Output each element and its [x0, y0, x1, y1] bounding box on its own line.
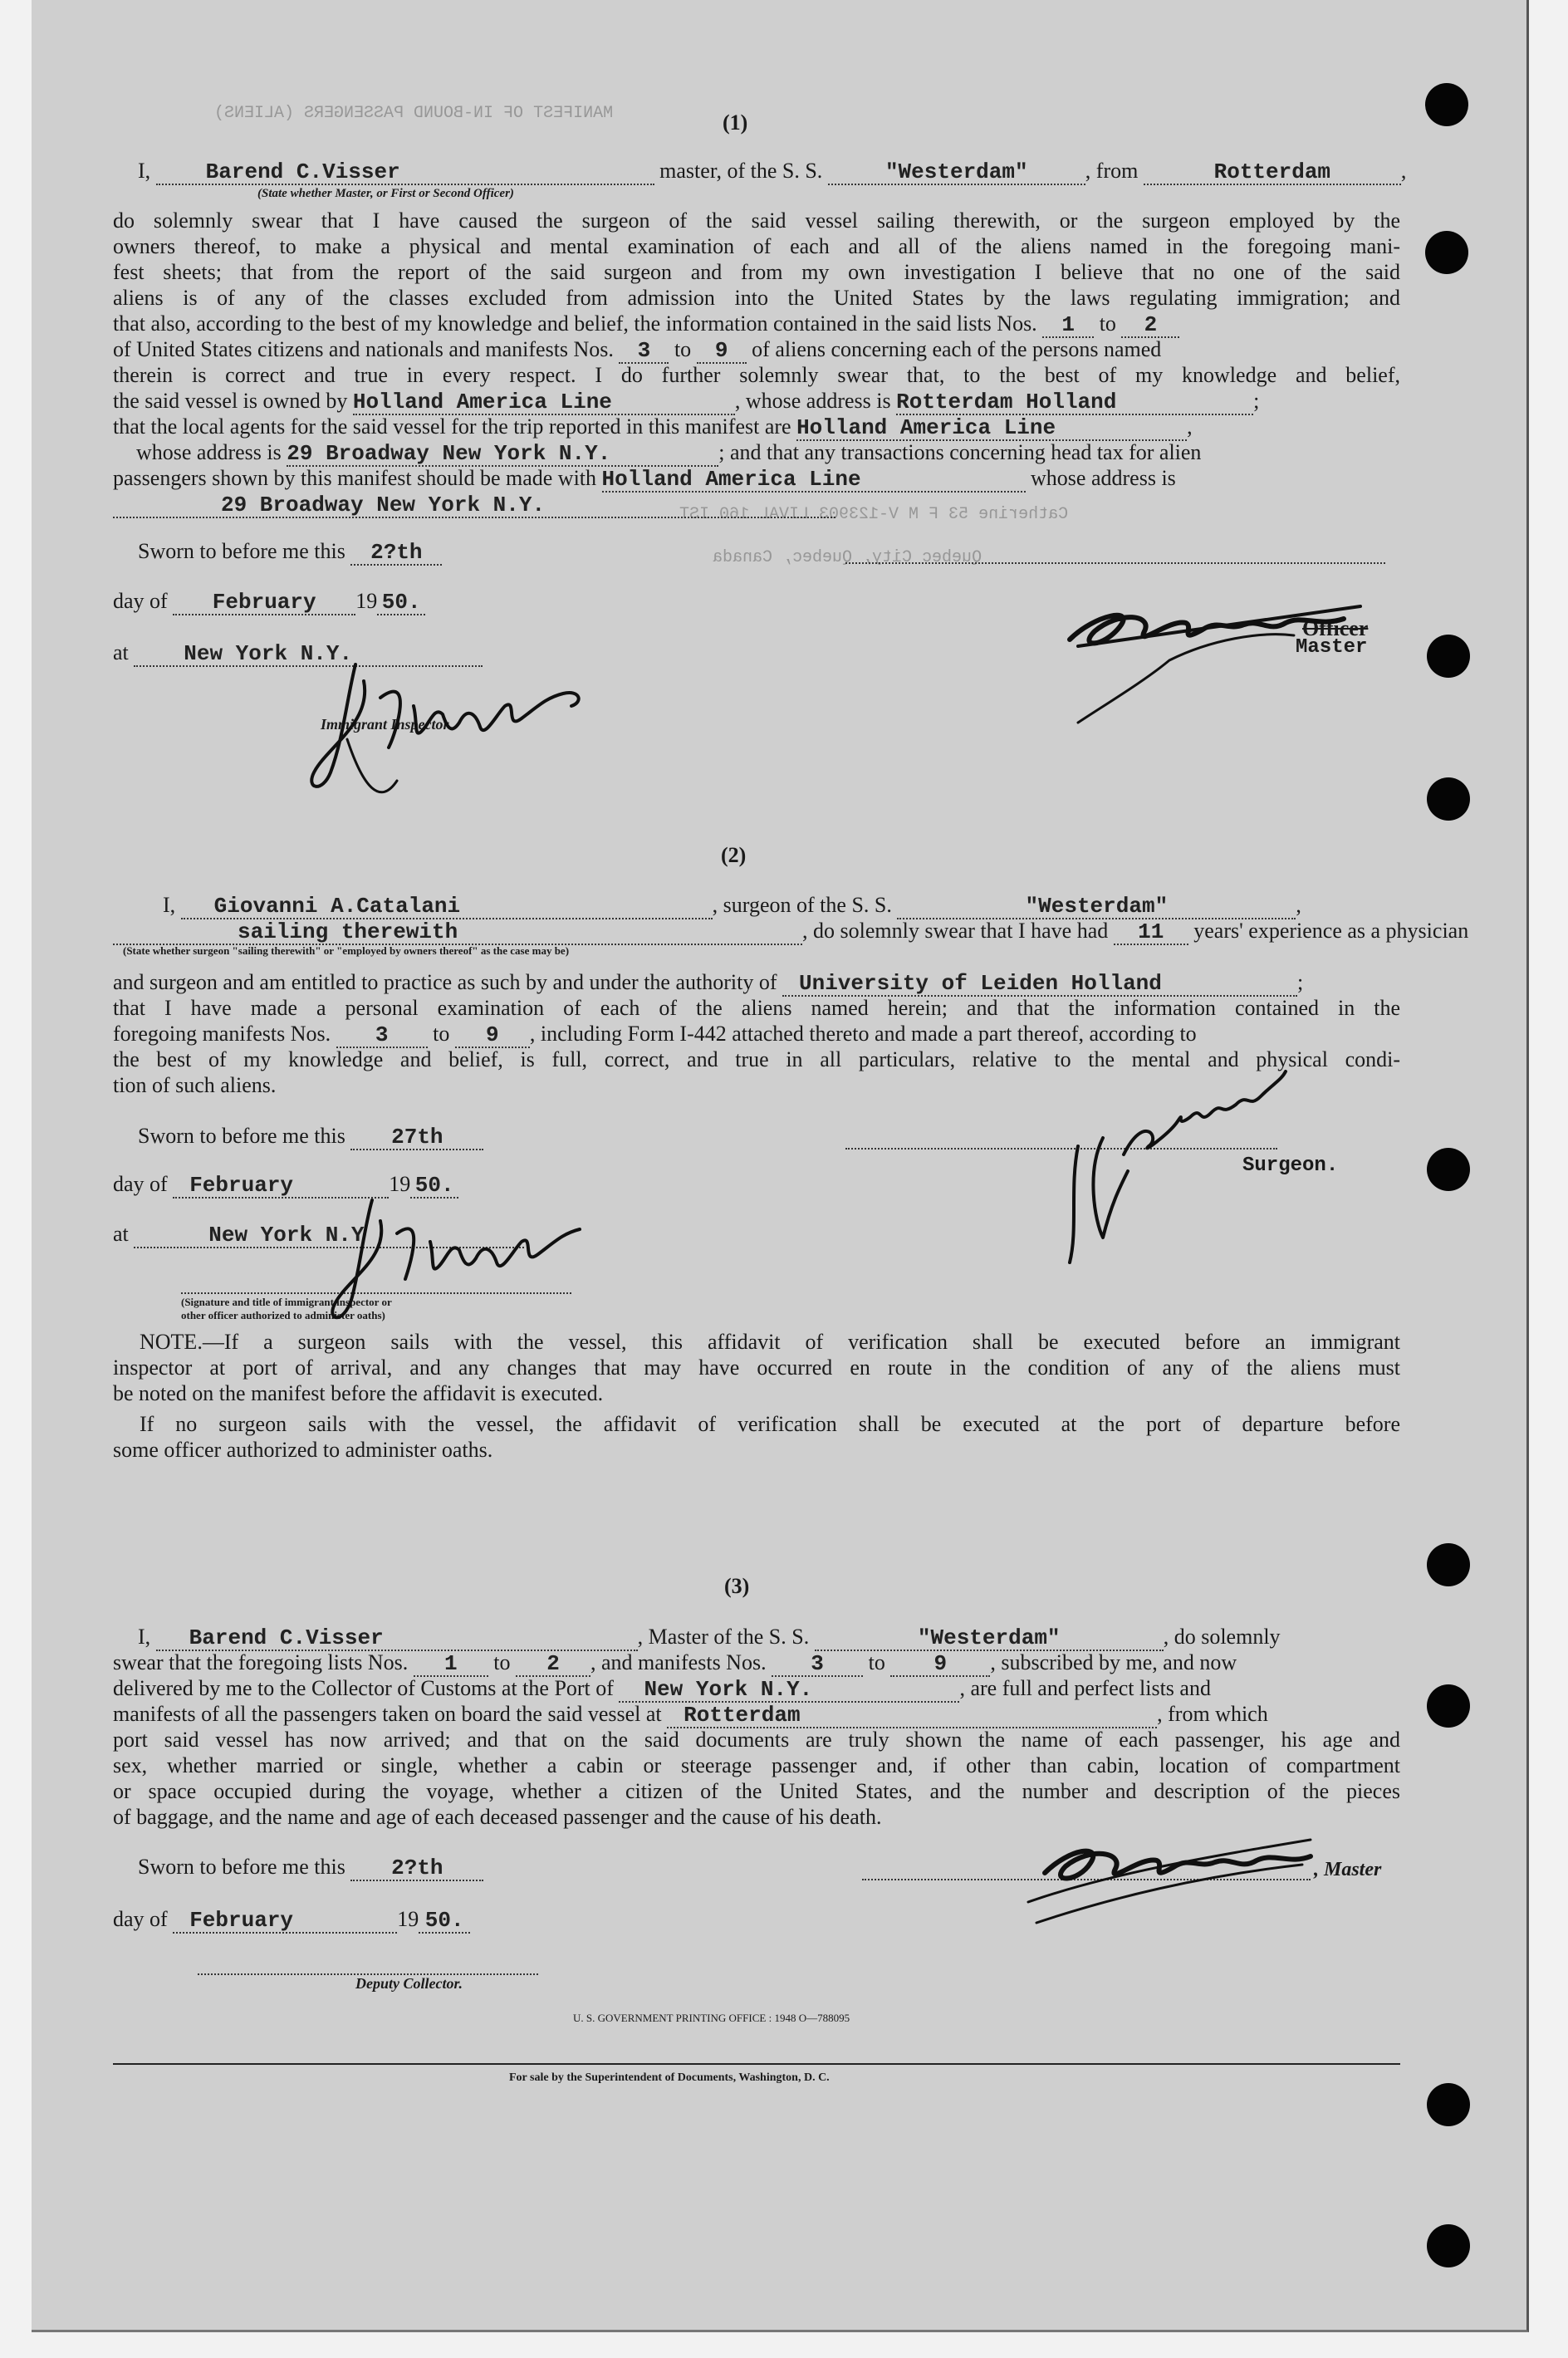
section-2-para-line: that I have made a personal examination of each of the aliens named herein; and that the information contained in the — [113, 996, 1400, 1020]
section-1-line-7: therein is correct and true in every respect. I do further solemnly swear that, to the best of my knowledge and belief, — [113, 363, 1400, 387]
of-the-label: , of the — [716, 159, 777, 183]
oath-officer-caption-1: (Signature and title of immigrant inspector or — [181, 1296, 392, 1308]
manifest-page — [32, 0, 1529, 2332]
section-1-line-9: that the local agents for the said vessel for the trip reported in this manifest are Holland America Line , — [113, 414, 1193, 440]
oath-officer-signature — [314, 1188, 613, 1337]
from-label: , from — [1085, 159, 1139, 183]
section-1-line-12 — [113, 491, 943, 518]
section-2-line-3: and surgeon and am entitled to practice as such by and under the authority of University of Leiden Holland ; — [113, 970, 1304, 996]
surgeon-sworn-day-field: 27th — [350, 1125, 483, 1150]
section-3-master-caption: , Master — [1314, 1859, 1382, 1880]
agents-field: Holland America Line — [796, 416, 1187, 441]
inspector-caption: Immigrant Inspector. — [321, 716, 453, 733]
bleed-through-row: Quebec City, Quebec, Canada — [713, 548, 982, 567]
section-1-para-line: fest sheets; that from the report of the said surgeon and from my own investigation I believe that no one of the said — [113, 260, 1400, 284]
section-3-manifests-from-field: 3 — [772, 1652, 863, 1677]
section-1-line-5: that also, according to the best of my knowledge and belief, the information contained in the said lists Nos. 1 to 2 — [113, 311, 1409, 338]
bleed-through-header: MANIFEST OF IN-BOUND PASSENGERS (ALIENS) — [214, 104, 614, 123]
section-1-date-line: day of February 19 50. — [113, 588, 611, 615]
master-title-note: (State whether Master, or First or Second Officer) — [257, 187, 514, 200]
section-3-line-3: delivered by me to the Collector of Customs at the Port of New York N.Y. , are full and perfect lists and — [113, 1676, 1211, 1702]
section-2-line-2: sailing therewith , do solemnly swear that I have had 11 years' experience as a physician — [113, 918, 1409, 945]
note-line: If no surgeon sails with the vessel, the affidavit of verification shall be executed at the port of departure before — [140, 1412, 1400, 1436]
section-1-sworn-line: Sworn to before me this 2?th — [138, 538, 636, 566]
vessel-name-field: "Westerdam" — [828, 160, 1085, 185]
manifests-from-field: 3 — [619, 339, 669, 364]
section-3-port-field: New York N.Y. — [619, 1678, 959, 1703]
month-field: February — [173, 591, 355, 615]
section-1-number: (1) — [723, 110, 748, 135]
section-3-sworn-line: Sworn to before me this 2?th — [138, 1854, 636, 1881]
lists-to-field: 2 — [1121, 313, 1179, 338]
section-2-line-6: the best of my knowledge and belief, is full, correct, and true in all particulars, relative to the mental and physical condi- — [113, 1047, 1400, 1071]
punch-hole — [1427, 2224, 1470, 2267]
lists-from-field: 1 — [1042, 313, 1094, 338]
surgeon-manifests-from-field: 3 — [336, 1023, 428, 1048]
owner-field: Holland America Line — [353, 390, 735, 415]
owner-address-field: Rotterdam Holland — [896, 390, 1253, 415]
section-2-number: (2) — [721, 843, 747, 867]
section-3-manifests-to-field: 9 — [890, 1652, 990, 1677]
surgeon-year-field: 50. — [410, 1174, 458, 1199]
section-3-lists-from-field: 1 — [414, 1652, 488, 1677]
section-3-year-field: 50. — [419, 1909, 470, 1934]
surgeon-signature — [1045, 1055, 1294, 1271]
section-1-place-line: at New York N.Y. — [113, 640, 694, 667]
section-3-master-signature — [1012, 1823, 1327, 1964]
punch-hole — [1427, 1543, 1470, 1586]
intro-label: I, — [138, 159, 151, 183]
section-3-line-1: I, Barend C.Visser , Master of the S. S. "Westerdam" , do solemnly — [138, 1625, 1281, 1650]
note-line: be noted on the manifest before the affidavit is executed. — [113, 1381, 604, 1405]
surgeon-place-field: New York N.Y — [134, 1223, 524, 1248]
master-signature — [1045, 581, 1377, 731]
section-1-line-6: of United States citizens and nationals and manifests Nos. 3 to 9 of aliens concerning each of the persons named — [113, 337, 1162, 363]
section-1-para-line: aliens is of any of the classes excluded from admission into the United States by the laws regulating immigration; and — [113, 286, 1400, 310]
for-sale-text: For sale by the Superintendent of Documents, Washington, D. C. — [509, 2071, 830, 2084]
section-2-place-line: at New York N.Y — [113, 1221, 694, 1248]
section-1-line-8: the said vessel is owned by Holland America Line , whose address is Rotterdam Holland ; — [113, 389, 1260, 414]
section-3-number: (3) — [724, 1574, 750, 1598]
officer-signature-line — [845, 562, 1385, 564]
note-line: inspector at port of arrival, and any changes that may have occurred en route in the condition of any of the aliens must — [113, 1355, 1400, 1380]
section-3-para-line: or space occupied during the voyage, whether a citizen of the United States, and the number and description of the pieces — [113, 1779, 1400, 1803]
section-3-sworn-day-field: 2?th — [350, 1856, 483, 1881]
section-1-line-11: passengers shown by this manifest should be made with Holland America Line whose address is — [113, 466, 1176, 492]
surgeon-vessel-field: "Westerdam" — [897, 895, 1296, 919]
section-1-line-1: I, Barend C.Visser master, of the S. S. "Westerdam" , from Rotterdam , — [138, 159, 1407, 184]
section-3-para-line: sex, whether married or single, whether a cabin or steerage passenger and, if other than cabin, location of compartment — [113, 1753, 1400, 1777]
surgeon-name-field: Giovanni A.Catalani — [181, 895, 713, 919]
section-2-line-1: I, Giovanni A.Catalani , surgeon of the S. S. "Westerdam" , — [163, 893, 1301, 919]
punch-hole — [1427, 777, 1470, 821]
inspector-signature — [297, 648, 613, 814]
punch-hole — [1427, 1148, 1470, 1191]
punch-hole — [1425, 231, 1468, 274]
surgeon-manifests-to-field: 9 — [455, 1023, 530, 1048]
year-field: 50. — [377, 591, 425, 615]
punch-hole — [1427, 635, 1470, 678]
section-3-line-8: of baggage, and the name and age of each deceased passenger and the cause of his death. — [113, 1805, 882, 1829]
surgeon-caption: Surgeon. — [1242, 1154, 1339, 1177]
section-3-line-4: manifests of all the passengers taken on board the said vessel at Rotterdam , from which — [113, 1702, 1268, 1728]
agents-address-field: 29 Broadway New York N.Y. — [287, 442, 718, 467]
punch-hole — [1427, 2083, 1470, 2126]
section-3-departure-field: Rotterdam — [667, 1704, 1157, 1728]
head-tax-party-field: Holland America Line — [602, 468, 1026, 493]
port-from-field: Rotterdam — [1144, 160, 1401, 185]
master-caption: Master — [1296, 636, 1368, 659]
officer-caption: Officer — [1302, 616, 1369, 640]
section-2-date-line: day of February 19 50. — [113, 1171, 611, 1199]
section-2-line-5: foregoing manifests Nos. 3 to 9 , including Form I-442 attached thereto and made a part thereof, according to — [113, 1022, 1197, 1047]
section-3-master-field: Barend C.Visser — [156, 1626, 638, 1651]
section-3-month-field: February — [173, 1909, 397, 1934]
punch-hole — [1425, 83, 1468, 126]
section-3-vessel-field: "Westerdam" — [815, 1626, 1164, 1651]
section-2-sworn-line: Sworn to before me this 27th — [138, 1123, 636, 1150]
punch-hole — [1427, 1684, 1470, 1728]
section-3-lists-to-field: 2 — [516, 1652, 590, 1677]
years-field: 11 — [1114, 920, 1188, 945]
sailing-field: sailing therewith — [113, 920, 802, 945]
authority-field: University of Leiden Holland — [782, 972, 1297, 997]
sworn-day-field: 2?th — [350, 541, 442, 566]
footer-divider — [113, 2063, 1400, 2065]
manifests-to-field: 9 — [697, 339, 747, 364]
bleed-through-row: Catherine 53 F M V-123903 LIVAL 160 IST — [679, 505, 1069, 524]
section-1-line-10: whose address is 29 Broadway New York N.Y. ; and that any transactions concerning head tax for alien — [136, 440, 1202, 466]
surgeon-month-field: February — [173, 1174, 389, 1199]
oath-officer-caption-2: other officer authorized to administer oaths) — [181, 1309, 385, 1321]
printing-office-text: U. S. GOVERNMENT PRINTING OFFICE : 1948 O—788095 — [573, 2012, 850, 2024]
note-line: NOTE.—If a surgeon sails with the vessel, this affidavit of verification shall be executed before an immigrant — [140, 1330, 1400, 1354]
section-1-para-line: do solemnly swear that I have caused the surgeon of the said vessel sailing therewith, or the surgeon employed by the — [113, 208, 1400, 233]
section-1-para-line: owners thereof, to make a physical and mental examination of each and all of the aliens named in the foregoing mani- — [113, 234, 1400, 258]
place-field: New York N.Y. — [134, 642, 483, 667]
head-tax-address-field: 29 Broadway New York N.Y. — [113, 493, 835, 518]
section-3-para-line: port said vessel has now arrived; and that on the said documents are truly shown the name of each passenger, his age and — [113, 1728, 1400, 1752]
section-3-line-2: swear that the foregoing lists Nos. 1 to 2 , and manifests Nos. 3 to 9 , subscribed by me, and now — [113, 1650, 1237, 1676]
title-word: master — [659, 159, 717, 183]
section-3-date-line: day of February 19 50. — [113, 1906, 611, 1934]
note-line: some officer authorized to administer oaths. — [113, 1438, 493, 1462]
sailing-note: (State whether surgeon "sailing therewith" or "employed by owners thereof" as the case may be) — [123, 944, 570, 957]
master-name-field: Barend C.Visser — [156, 160, 654, 185]
vessel-prefix: S. S. — [782, 159, 823, 183]
section-2-line-7: tion of such aliens. — [113, 1073, 277, 1097]
deputy-collector-caption: Deputy Collector. — [355, 1975, 463, 1992]
